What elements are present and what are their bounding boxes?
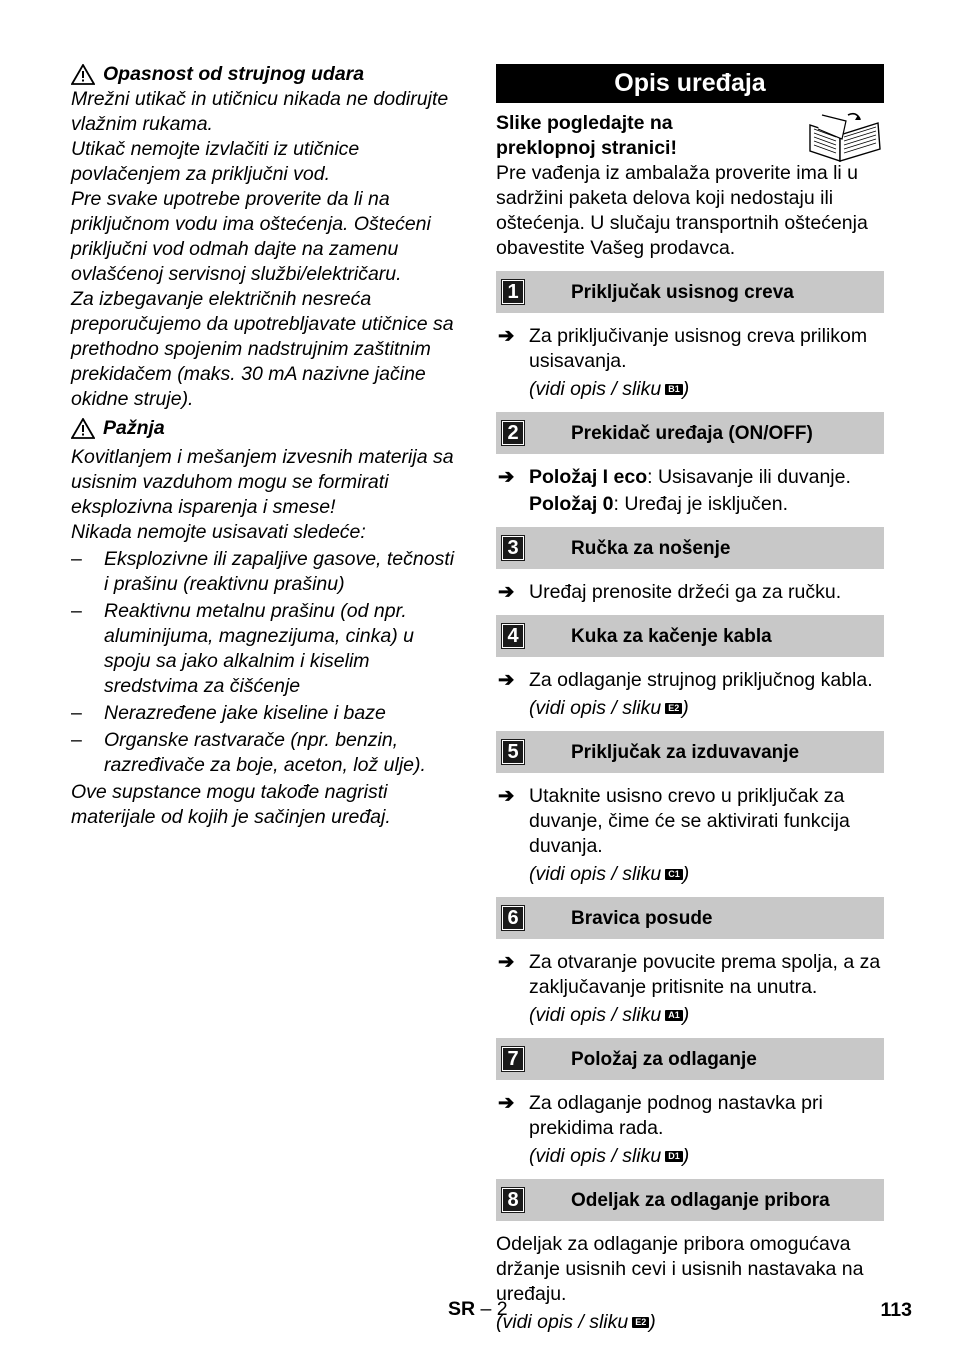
arrow-right-icon: ➔ <box>498 466 515 488</box>
section-header <box>496 1179 884 1221</box>
section-4 <box>496 615 884 721</box>
warning-caution-closing: Ove supstance mogu takođe nagristi materijale od kojih je sačinjen uređaj. <box>71 781 391 828</box>
section-6 <box>496 897 884 1028</box>
section-number: 4 <box>502 624 524 648</box>
section-title: Položaj za odlaganje <box>571 1048 757 1070</box>
section-header <box>496 527 884 569</box>
left-column <box>71 62 461 830</box>
figure-badge: A1 <box>665 1010 683 1021</box>
section-number: 5 <box>502 740 524 764</box>
section-5 <box>496 731 884 887</box>
warning-electric-text-1: Mrežni utikač in utičnicu nikada ne dodirujte vlažnim rukama. <box>71 88 449 135</box>
figure-badge: E2 <box>632 1317 649 1328</box>
arrow-right-icon: ➔ <box>498 785 515 807</box>
section-title: Prekidač uređaja (ON/OFF) <box>571 422 813 444</box>
arrow-right-icon: ➔ <box>498 581 515 603</box>
section-number: 2 <box>502 421 524 445</box>
list-item: ➔ Za odlaganje strujnog priključnog kabla. (vidi opis / sliku E2 ) <box>496 668 884 721</box>
warning-electric-text-3: Pre svake upotrebe proverite da li na priključnom vodu ima oštećenja. Oštećeni priključni vod odmah dajte na zamenu ovlašćenoj servisnoj službi/električaru. <box>71 188 431 285</box>
section-title: Bravica posude <box>571 907 713 929</box>
list-item: ➔ Uređaj prenosite držeći ga za ručku. <box>498 581 842 603</box>
intro <box>496 111 884 261</box>
section-1 <box>496 271 884 402</box>
section-text: Odeljak za odlaganje pribora omogućava držanje usisnih cevi i usisnih nastavaka na uređaju. <box>496 1233 864 1305</box>
section-title: Ručka za nošenje <box>571 537 731 559</box>
section-number: 8 <box>502 1188 524 1212</box>
section-number: 7 <box>502 1047 524 1071</box>
warning-electric-title: Opasnost od strujnog udara <box>71 62 461 87</box>
footer-language: SR – 2 <box>448 1298 508 1320</box>
list-item: ➔ Za odlaganje podnog nastavka pri prekidima rada. (vidi opis / sliku D1 ) <box>496 1091 884 1169</box>
figure-ref: (vidi opis / sliku A1 ) <box>529 1004 690 1026</box>
warning-triangle-icon <box>71 64 95 85</box>
page-title: Opis uređaja <box>496 64 884 103</box>
section-header <box>496 615 884 657</box>
warning-caution-text-1: Kovitlanjem i mešanjem izvesnih materija sa usisnim vazduhom mogu se formirati eksplozivna isparenja i smese! <box>71 446 454 518</box>
list-item: ➔ Utaknite usisno crevo u priključak za duvanje, čime će se aktivirati funkcija duvanja. (vidi opis / sliku C1 ) <box>496 784 884 887</box>
list-item: ➔ Za priključivanje usisnog creva prilikom usisavanja. (vidi opis / sliku B1 ) <box>496 324 884 402</box>
intro-text: Pre vađenja iz ambalaža proverite ima li u sadržini paketa delova koji nedostaju ili oštećenja. U slučaju transportnih oštećenja obavestite Vašeg prodavca. <box>496 162 868 259</box>
intro-bold: Slike pogledajte na preklopnoj stranici! <box>496 112 677 159</box>
warning-caution-title: Pažnja <box>71 416 461 441</box>
figure-ref: (vidi opis / sliku C1 ) <box>529 863 690 885</box>
section-title: Kuka za kačenje kabla <box>571 625 772 647</box>
section-header <box>496 412 884 454</box>
section-title: Odeljak za odlaganje pribora <box>571 1189 830 1211</box>
section-title: Priključak za izduvavanje <box>571 741 800 763</box>
section-header <box>496 271 884 313</box>
figure-ref: (vidi opis / sliku E2 ) <box>496 1311 656 1333</box>
section-header <box>496 731 884 773</box>
section-number: 3 <box>502 536 524 560</box>
warning-electric-text-2: Utikač nemojte izvlačiti iz utičnice povlačenjem za priključni vod. <box>71 138 360 185</box>
list-item: – Reaktivnu metalnu prašinu (od npr. aluminijuma, magnezijuma, cinka) u spoju sa jako alkalnim i kiselim sredstvima za čišćenje <box>71 599 461 699</box>
page-number: 113 <box>880 1299 912 1321</box>
section-number: 1 <box>502 280 524 304</box>
warning-caution-text-2: Nikada nemojte usisavati sledeće: <box>71 521 366 543</box>
warning-triangle-icon <box>71 418 95 439</box>
figure-badge: B1 <box>665 384 683 395</box>
arrow-right-icon: ➔ <box>498 669 515 691</box>
figure-badge: D1 <box>665 1151 683 1162</box>
section-header <box>496 1038 884 1080</box>
section-2 <box>496 412 884 517</box>
arrow-right-icon: ➔ <box>498 1092 515 1114</box>
figure-ref: (vidi opis / sliku E2 ) <box>529 697 689 719</box>
list-item: – Organske rastvarače (npr. benzin, razređivače za boje, aceton, lož ulje). <box>71 728 461 778</box>
section-3 <box>496 527 884 605</box>
figure-badge: E2 <box>665 703 682 714</box>
right-column <box>496 64 884 1335</box>
section-header <box>496 897 884 939</box>
list-item: – Nerazređene jake kiseline i baze <box>71 701 461 726</box>
list-item: – Eksplozivne ili zapaljive gasove, tečnosti i prašinu (reaktivnu prašinu) <box>71 547 461 597</box>
section-8 <box>496 1179 884 1335</box>
figure-ref: (vidi opis / sliku B1 ) <box>529 378 690 400</box>
list-item: ➔ Za otvaranje povucite prema spolja, a za zaključavanje pritisnite na unutra. (vidi opis / sliku A1 ) <box>496 950 884 1028</box>
section-7 <box>496 1038 884 1169</box>
section-number: 6 <box>502 906 524 930</box>
hazard-list <box>71 547 461 778</box>
warning-electric-text-4: Za izbegavanje električnih nesreća preporučujemo da upotrebljavate utičnice sa prethodno spojenim nadstrujnim zaštitnim prekidačem (maks. 30 mA nazivne jačine okidne struje). <box>71 288 454 410</box>
figure-ref: (vidi opis / sliku D1 ) <box>529 1145 690 1167</box>
section-title: Priključak usisnog creva <box>571 281 794 303</box>
arrow-right-icon: ➔ <box>498 951 515 973</box>
figure-badge: C1 <box>665 869 683 880</box>
arrow-right-icon: ➔ <box>498 325 515 347</box>
list-item: ➔ Položaj I eco: Usisavanje ili duvanje. Položaj 0: Uređaj je isključen. <box>498 466 851 515</box>
open-book-icon <box>804 111 884 165</box>
